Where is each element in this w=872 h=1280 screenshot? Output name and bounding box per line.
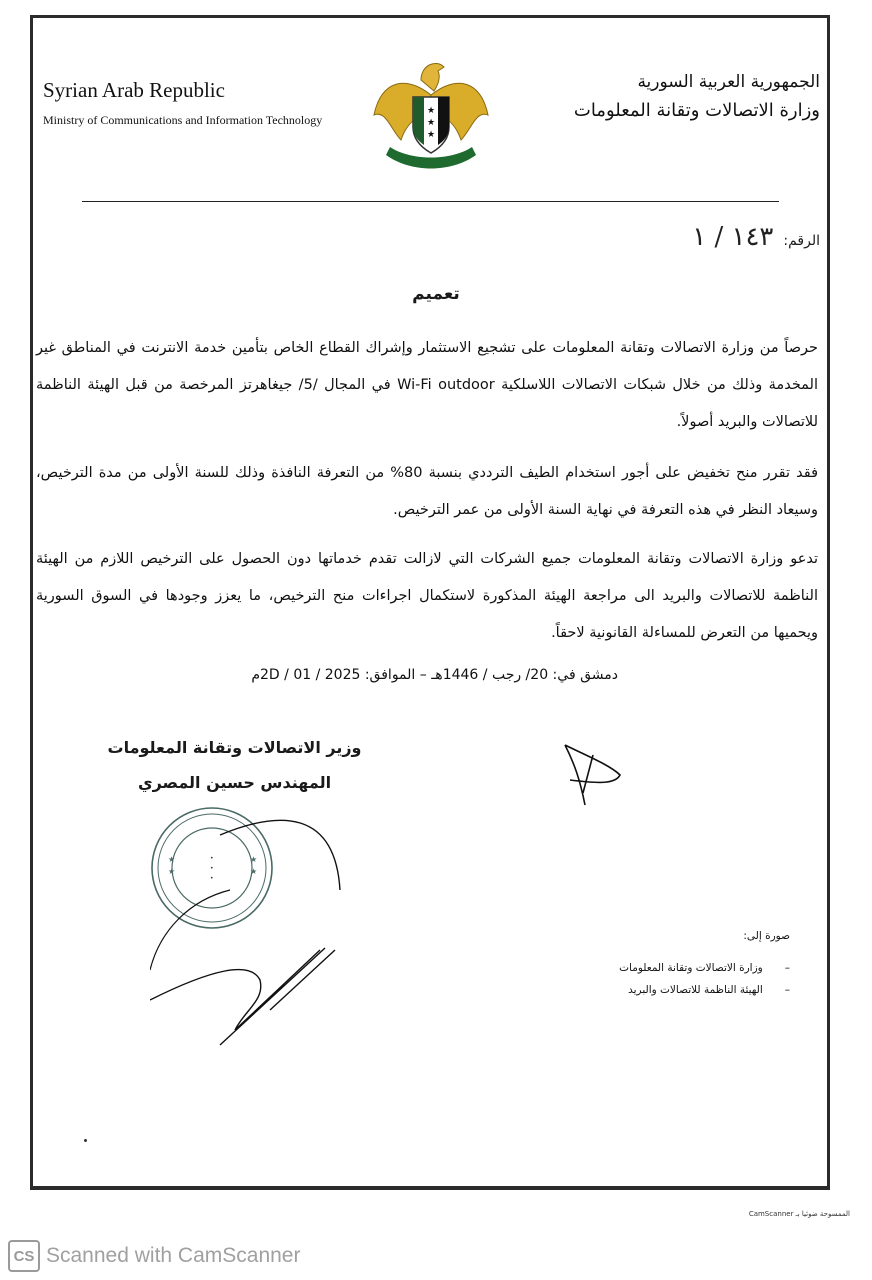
camscanner-logo-icon: CS	[8, 1240, 40, 1272]
svg-text:★: ★	[168, 867, 176, 876]
paragraph-2: فقد تقرر منح تخفيض على أجور استخدام الطيف الترددي بنسبة 80% من التعرفة النافذة وذلك للسنة الأولى من مدة الترخيص، وسيعاد النظر في هذه التعرفة في نهاية السنة الأولى من عمر الترخيص.	[36, 465, 818, 518]
copies-label: الهيئة الناظمة للاتصالات والبريد	[628, 984, 763, 996]
signature-block	[102, 738, 367, 792]
reference-number	[692, 222, 820, 252]
copies-item	[619, 984, 790, 996]
english-header	[43, 78, 322, 128]
camscanner-caption: الممسوحة ضوئيا بـ CamScanner	[748, 1210, 850, 1218]
date-line: دمشق في: 20/ رجب / 1446هـ – الموافق: 2D / 01 / 2025م	[251, 667, 618, 683]
syrian-eagle-emblem-icon	[366, 55, 496, 175]
svg-text:★: ★	[426, 118, 436, 128]
initials-signature-icon	[555, 735, 630, 810]
camscanner-footer	[8, 1240, 300, 1272]
paragraph-1: حرصاً من وزارة الاتصالات وتقانة المعلومات على تشجيع الاستثمار وإشراك القطاع الخاص بتأمين خدمة الانترنت في المناطق غير المخدمة وذلك من خلال شبكات الاتصالات اللاسلكية Wi-Fi outdoor في المجال /5/ جيغاهرتز المرخصة من قبل الهيئة الناظمة للاتصالات والبريد أصولاً.	[36, 340, 819, 430]
svg-text:★: ★	[426, 130, 436, 140]
svg-text:•: •	[210, 875, 214, 882]
scan-speck	[84, 1139, 87, 1142]
reference-label: الرقم:	[783, 233, 820, 249]
paragraph-3: تدعو وزارة الاتصالات وتقانة المعلومات جميع الشركات التي لازالت تقدم خدماتها دون الحصول على الترخيص اللازم من الهيئة الناظمة للاتصالات والبريد الى مراجعة الهيئة المذكورة لاستكمال اجراءات منح الترخيص، ما يعزز وجودها في السوق السورية ويحميها من التعرض للمساءلة القانونية لاحقاً.	[36, 551, 818, 641]
signatory-name: المهندس حسين المصري	[137, 773, 332, 792]
copies-to	[619, 930, 790, 1006]
svg-text:★: ★	[250, 855, 258, 864]
reference-value: ١٤٣ / ١	[692, 222, 774, 252]
svg-text:★: ★	[426, 106, 436, 116]
copies-label: وزارة الاتصالات وتقانة المعلومات	[619, 962, 763, 974]
official-stamp-icon	[150, 800, 380, 1050]
camscanner-footer-text: Scanned with CamScanner	[46, 1244, 301, 1267]
copies-dash: –	[784, 962, 790, 974]
signatory-title: وزير الاتصالات وتقانة المعلومات	[107, 738, 362, 757]
svg-text:•: •	[210, 865, 214, 872]
copies-item	[619, 962, 790, 974]
svg-text:★: ★	[168, 855, 176, 864]
arabic-header	[574, 72, 820, 121]
svg-text:★: ★	[250, 867, 258, 876]
svg-text:•: •	[210, 855, 214, 862]
english-country-name: Syrian Arab Republic	[43, 78, 225, 102]
english-ministry-name: Ministry of Communications and Information Technology	[43, 113, 323, 127]
header-divider	[82, 201, 779, 202]
arabic-country-name: الجمهورية العربية السورية	[637, 72, 820, 92]
copies-dash: –	[784, 984, 790, 996]
document-title: تعميم	[412, 284, 460, 304]
arabic-ministry-name: وزارة الاتصالات وتقانة المعلومات	[573, 100, 820, 121]
copies-title: صورة إلى:	[743, 930, 790, 942]
